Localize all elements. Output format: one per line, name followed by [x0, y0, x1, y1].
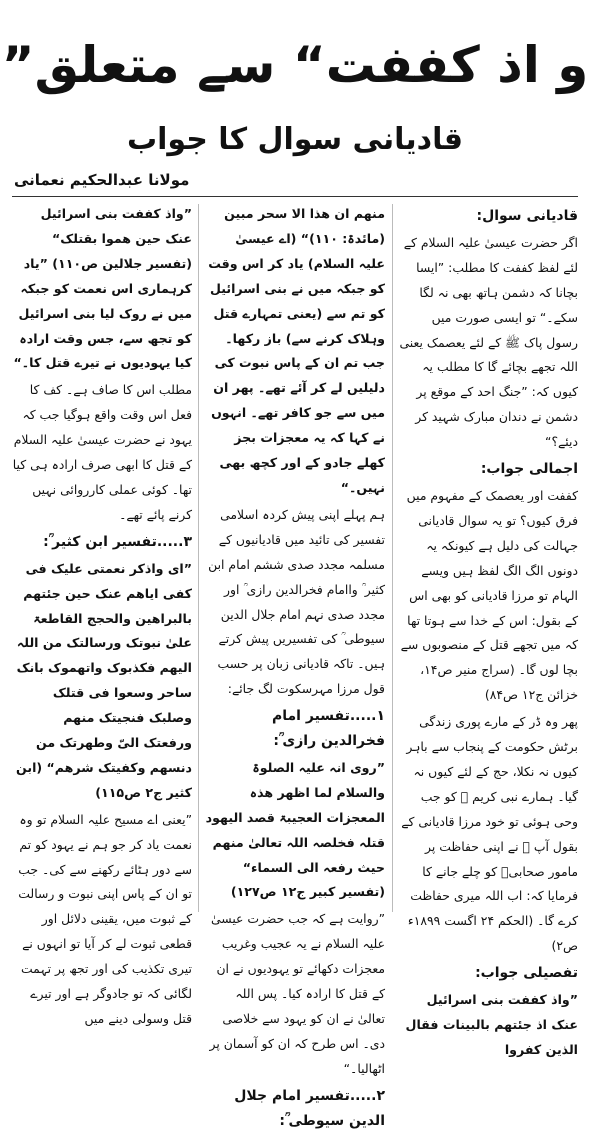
subheading-suyuti: ۲.....تفسیر امام جلال الدین سیوطی ؒ:: [234, 1087, 385, 1129]
column-separator: [198, 204, 199, 912]
section-heading-brief-answer: اجمالی جواب:: [480, 461, 578, 478]
column-middle: [205, 202, 385, 1129]
arabic-quote: ”واذ کففت بنی اسرائیل عنک حین ھموا بقتلک“ (تفسیر جلالین ص۱۱۰) ”یاد کرہماری اس نعمت کو جبکہ میں نے روک لیا بنی اسرائیل کو تجھ سے، جس وقت ارادہ کیا یہودیوں نے تیرے قتل کا۔“: [13, 206, 192, 371]
arabic-quote: ”واذ کففت بنی اسرائیل عنک اذ جئتھم بالبینات فقال الذین کفروا: [405, 992, 578, 1057]
header-divider: [12, 196, 578, 197]
arabic-quote: منھم ان ھذا الا سحر مبین (مائدۃ: ۱۱۰)“ (اے عیسیٰ علیہ السلام) یاد کر اس وقت کو جبکہ میں نے بنی اسرائیل کو تم سے (یعنی تمہارے قتل وہلاک کرنے سے) باز رکھا۔ جب تم ان کے پاس نبوت کی دلیلیں لے کر آئے تھے۔ پھر ان میں سے جو کافر تھے۔ انہوں نے کہا کہ یہ معجزات بجز کھلے جادو کے اور کچھ بھی نہیں۔“: [208, 206, 385, 495]
paragraph: مطلب اس کا صاف ہے۔ کف کا فعل اس وقت واقع ہوگیا جب کہ یہود نے حضرت عیسیٰ علیہ السلام کے قتل کا ابھی صرف ارادہ ہی کیا تھا۔ کوئی عملی کارروائی نہیں کرنے پائے تھے۔: [12, 382, 192, 522]
subheading-razi: ۱.....تفسیر امام فخرالدین رازی ؒ:: [272, 708, 385, 750]
paragraph: پھر وہ ڈر کے مارے پوری زندگی برٹش حکومت کے پنجاب سے باہر کیوں نہ نکلا، حج کے لئے کیوں نہ گیا۔ ہمارے نبی کریم ﷺ کو جب وحی ہوئی تو خود مرزا قادیانی کے بقول آپ ﷺ نے اپنی حفاظت پر مامور صحابیؓ کو چلے جانے کا فرمایا کہ: اب اللہ میری حفاظت کرے گا۔ (الحکم ۲۴ اگست ۱۸۹۹ء ص۲): [401, 714, 578, 954]
paragraph: ”یعنی اے مسیح علیہ السلام تو وہ نعمت یاد کر جو ہم نے یہود کو تم سے دور ہٹائے رکھنے سے کی۔ جب تو ان کے پاس اپنی نبوت و رسالت کے ثبوت میں، یقینی دلائل اور قطعی ثبوت لے کر آیا تو انہوں نے تیری تکذیب کی اور تجھ پر تہمت لگائی کہ تو جادوگر ہے اور تیرے قتل وسولی دینے میں: [18, 811, 192, 1026]
arabic-quote: ”روی انہ علیہ الصلوۃ والسلام لما اظھر ھذہ المعجزات العجیبۃ قصد الیھود قتلہ فخلصہ اللہ تعالیٰ منھم حیث رفعہ الی السماء“ (تفسیر کبیر ج۱۲ ص۱۲۷): [205, 759, 385, 900]
paragraph: اگر حضرت عیسیٰ علیہ السلام کے لئے لفظ کففت کا مطلب: ”ایسا بچانا کہ دشمن ہاتھ بھی نہ لگا سکے۔“ تو ایسی صورت میں رسول پاک ﷺ کے لئے یعصمک یعنی اللہ تجھے بچائے گا کا مطلب یہ کیوں کہ: ”جنگ احد کے موقع پر دشمن نے دندان مبارک شہید کر دیئے؟“: [399, 234, 578, 450]
article-subtitle: قادیانی سوال کا جواب: [127, 122, 463, 157]
section-heading-detailed-answer: تفصیلی جواب:: [475, 965, 578, 982]
paragraph: کففت اور یعصمک کے مفہوم میں فرق کیوں؟ تو یہ سوال قادیانی جہالت کی دلیل ہے کیونکہ یہ دونوں الگ الگ لفظ ہیں ویسے الہام تو مرزا قادیانی کو بھی اس کے بقول: اس کے خدا سے ہوتا تھا کہ میں تجھے قتل کے منصوبوں سے بچا لوں گا۔ (سراج منیر ص۱۴، خزائن ج۱۲ ص۸۴): [400, 487, 578, 703]
column-separator: [392, 204, 393, 912]
column-left: [12, 202, 192, 1026]
paragraph: ”روایت ہے کہ جب حضرت عیسیٰ علیہ السلام نے یہ عجیب وغریب معجزات دکھائے تو یہودیوں نے ان کے قتل کا ارادہ کیا۔ پس اللہ تعالیٰ نے ان کو یہود سے خلاصی دی۔ اس طرح کہ ان کو آسمان پر اٹھالیا۔“: [209, 911, 385, 1076]
arabic-quote: ”ای واذکر نعمتی علیک فی کفی ایاھم عنک حین جئتھم بالبراھین والحجج القاطعۃ علیٰ نبوتک ورسالتک من اللہ الیھم فکذبوک واتھموک بانک ساحر وسعوا فی قتلک وصلبک فنجیتک منھم ورفعتک الیّ وطھرتک من دنسھم وکفیتک شرھم“ (ابن کثیر ج۲ ص۱۱۵): [16, 560, 192, 800]
article-title: ”و اذ کففت“ سے متعلق: [1, 36, 589, 94]
author-name: مولانا عبدالحکیم نعمانی: [14, 171, 190, 189]
column-right: [398, 202, 578, 1057]
section-heading-question: قادیانی سوال:: [476, 208, 578, 224]
subheading-ibn-kathir: ۳.....تفسیر ابن کثیر ؒ:: [43, 533, 192, 550]
paragraph: ہم پہلے اپنی پیش کردہ اسلامی تفسیر کی تائید میں قادیانیوں کے مسلمہ مجدد صدی ششم امام ابن کثیر ؒ واامام فخرالدین رازی ؒ اور مجدد صدی نہم امام جلال الدین سیوطی ؒ کی تفسیریں پیش کرتے ہیں۔ تاکہ قادیانی زبان پر حسب قول مرزا مہرسکوت لگ جائے:: [208, 506, 385, 697]
